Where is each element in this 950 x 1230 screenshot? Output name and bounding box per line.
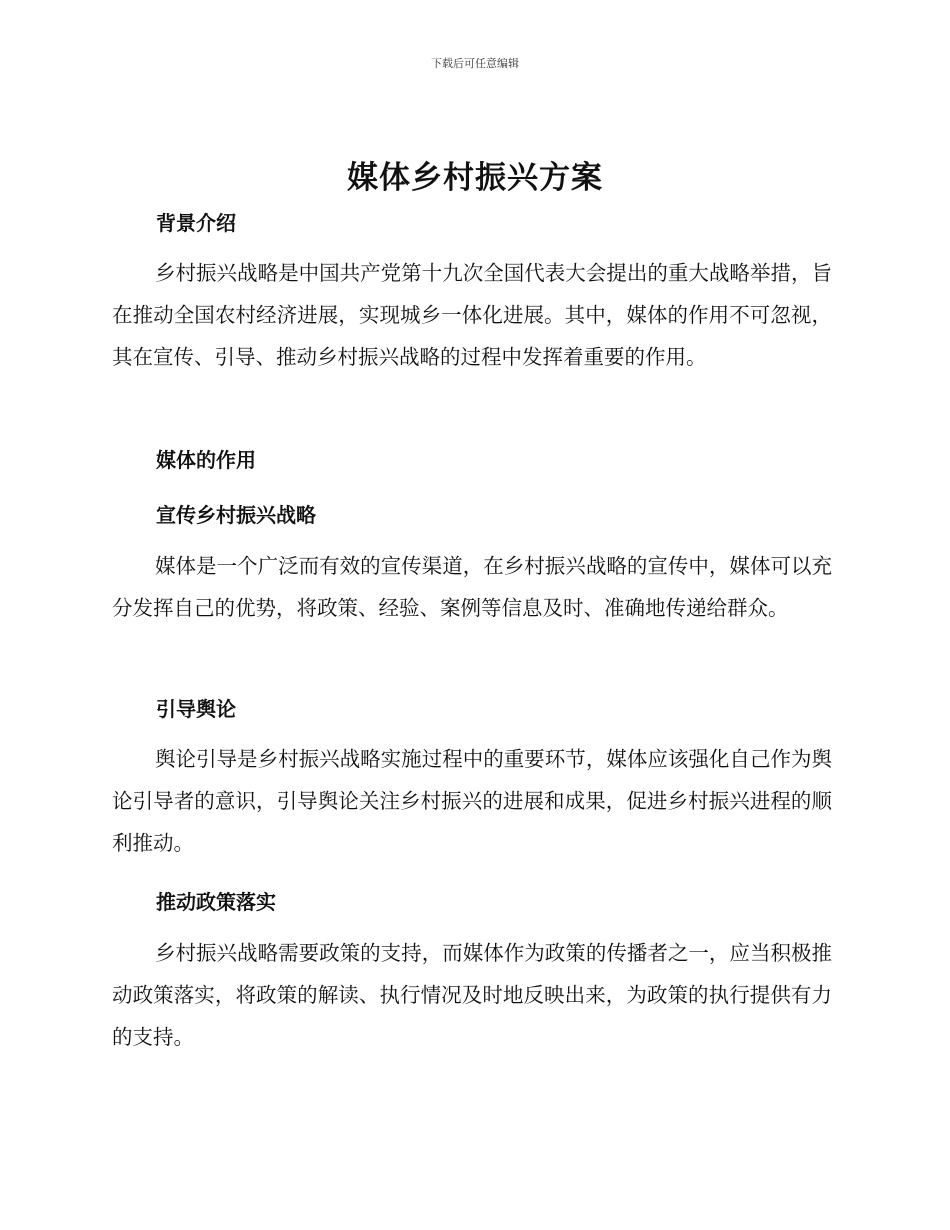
section-heading-background: 背景介绍	[156, 211, 236, 235]
paragraph-policy-implementation: 乡村振兴战略需要政策的支持，而媒体作为政策的传播者之一，应当积极推动政策落实，将政策的解读、执行情况及时地反映出来，为政策的执行提供有力的支持。	[112, 941, 832, 1049]
paragraph-promote-strategy: 媒体是一个广泛而有效的宣传渠道，在乡村振兴战略的宣传中，媒体可以充分发挥自己的优势，将政策、经验、案例等信息及时、准确地传递给群众。	[112, 554, 832, 620]
section-heading-promote-strategy: 宣传乡村振兴战略	[156, 503, 316, 527]
paragraph-guide-opinion: 舆论引导是乡村振兴战略实施过程中的重要环节，媒体应该强化自己作为舆论引导者的意识，引导舆论关注乡村振兴的进展和成果，促进乡村振兴进程的顺利推动。	[112, 747, 832, 855]
page-header-note: 下载后可任意编辑	[431, 57, 519, 70]
section-heading-policy-implementation: 推动政策落实	[156, 890, 276, 914]
paragraph-background: 乡村振兴战略是中国共产党第十九次全国代表大会提出的重大战略举措，旨在推动全国农村经济进展，实现城乡一体化进展。其中，媒体的作用不可忽视，其在宣传、引导、推动乡村振兴战略的过程中发挥着重要的作用。	[112, 261, 832, 369]
section-heading-guide-opinion: 引导舆论	[156, 697, 236, 721]
document-title: 媒体乡村振兴方案	[347, 160, 603, 196]
section-heading-media-role: 媒体的作用	[156, 448, 256, 472]
